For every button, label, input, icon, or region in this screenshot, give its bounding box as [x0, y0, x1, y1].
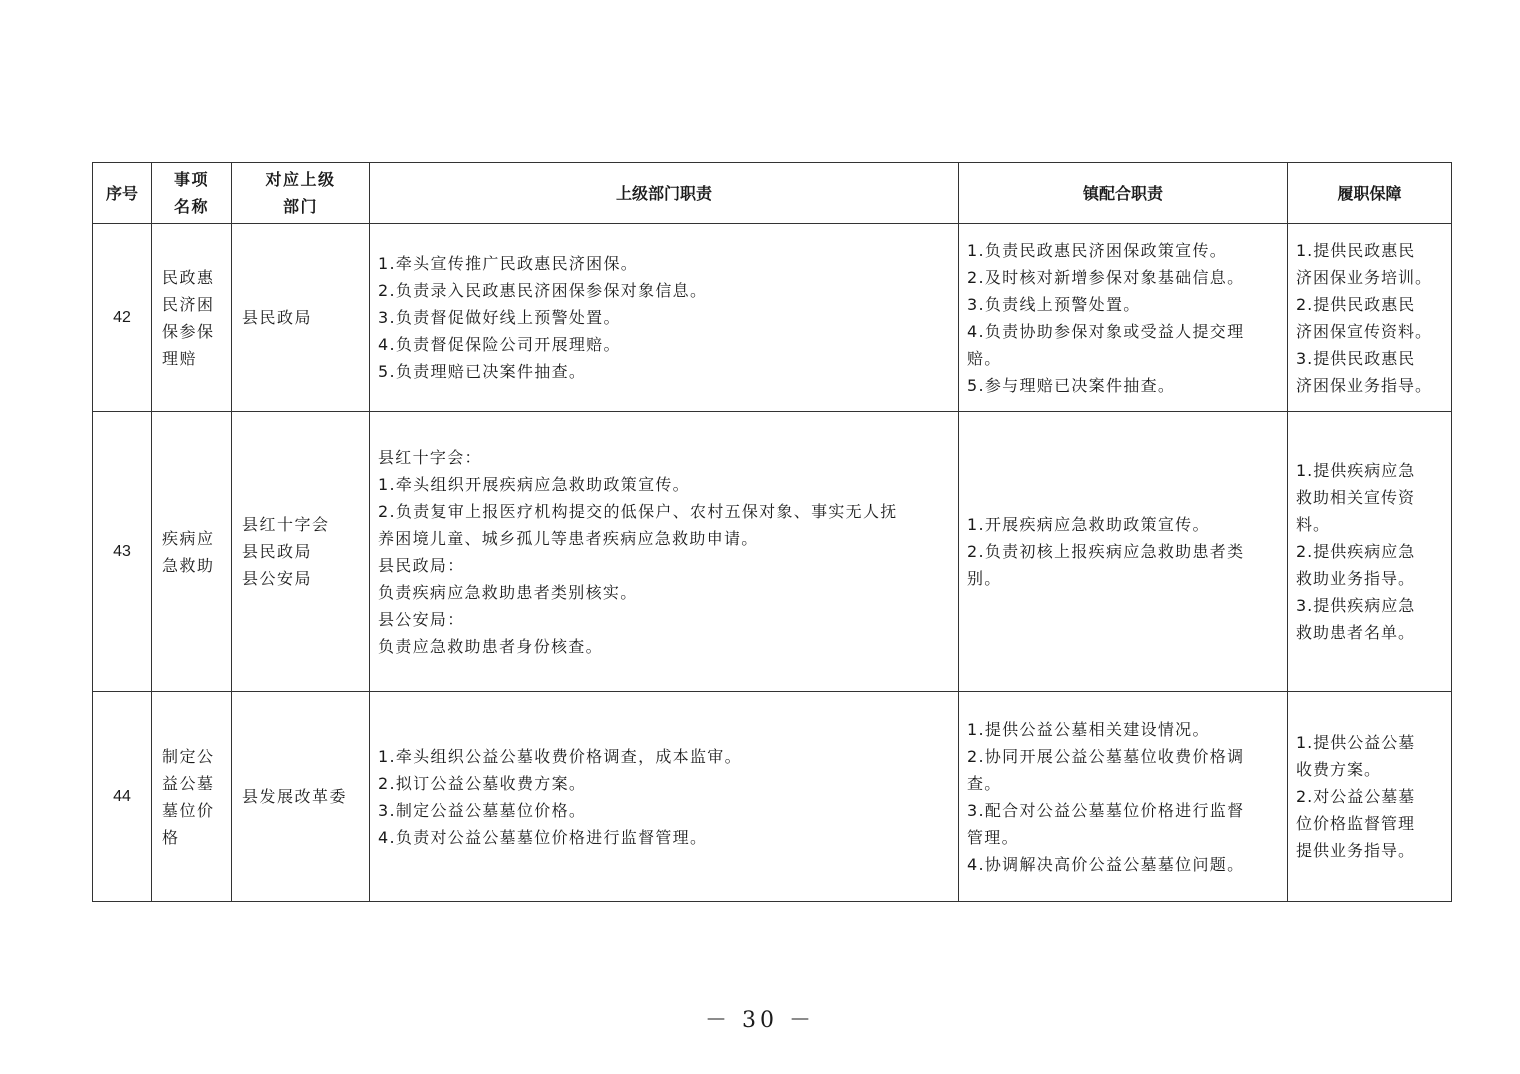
duties-table	[92, 162, 1452, 902]
superior-dept: 县民政局	[232, 224, 370, 412]
superior-dept: 县发展改革委	[232, 692, 370, 902]
page-number: － 30 －	[705, 1008, 815, 1033]
header-dept: 对应上级 部门	[232, 163, 370, 224]
item-name: 民政惠 民济困 保参保 理赔	[152, 224, 232, 412]
town-duty: 1.负责民政惠民济困保政策宣传。 2.及时核对新增参保对象基础信息。 3.负责线上预警处置。 4.负责协助参保对象或受益人提交理 赔。 5.参与理赔已决案件抽查。	[959, 224, 1288, 412]
superior-duty: 1.牵头组织公益公墓收费价格调查，成本监审。 2.拟订公益公墓收费方案。 3.制定公益公墓墓位价格。 4.负责对公益公墓墓位价格进行监督管理。	[370, 692, 959, 902]
table-header-row	[93, 163, 1452, 224]
table-row	[93, 412, 1452, 692]
table-row	[93, 692, 1452, 902]
row-number: 44	[93, 692, 152, 902]
header-town-duty: 镇配合职责	[959, 163, 1288, 224]
header-superior-duty: 上级部门职责	[370, 163, 959, 224]
superior-dept: 县红十字会 县民政局 县公安局	[232, 412, 370, 692]
superior-duty: 1.牵头宣传推广民政惠民济困保。 2.负责录入民政惠民济困保参保对象信息。 3.负责督促做好线上预警处置。 4.负责督促保险公司开展理赔。 5.负责理赔已决案件抽查。	[370, 224, 959, 412]
town-duty: 1.开展疾病应急救助政策宣传。 2.负责初核上报疾病应急救助患者类 别。	[959, 412, 1288, 692]
superior-duty: 县红十字会： 1.牵头组织开展疾病应急救助政策宣传。 2.负责复审上报医疗机构提交的低保户、农村五保对象、事实无人抚 养困境儿童、城乡孤儿等患者疾病应急救助申请。 县民政局： 负责疾病应急救助患者类别核实。 县公安局： 负责应急救助患者身份核查。	[370, 412, 959, 692]
header-guarantee: 履职保障	[1288, 163, 1452, 224]
row-number: 43	[93, 412, 152, 692]
guarantee: 1.提供民政惠民 济困保业务培训。 2.提供民政惠民 济困保宣传资料。 3.提供民政惠民 济困保业务指导。	[1288, 224, 1452, 412]
guarantee: 1.提供疾病应急 救助相关宣传资 料。 2.提供疾病应急 救助业务指导。 3.提供疾病应急 救助患者名单。	[1288, 412, 1452, 692]
guarantee: 1.提供公益公墓 收费方案。 2.对公益公墓墓 位价格监督管理 提供业务指导。	[1288, 692, 1452, 902]
header-name: 事项 名称	[152, 163, 232, 224]
item-name: 制定公 益公墓 墓位价 格	[152, 692, 232, 902]
header-no: 序号	[93, 163, 152, 224]
town-duty: 1.提供公益公墓相关建设情况。 2.协同开展公益公墓墓位收费价格调 查。 3.配合对公益公墓墓位价格进行监督 管理。 4.协调解决高价公益公墓墓位问题。	[959, 692, 1288, 902]
table-row	[93, 224, 1452, 412]
item-name: 疾病应 急救助	[152, 412, 232, 692]
row-number: 42	[93, 224, 152, 412]
